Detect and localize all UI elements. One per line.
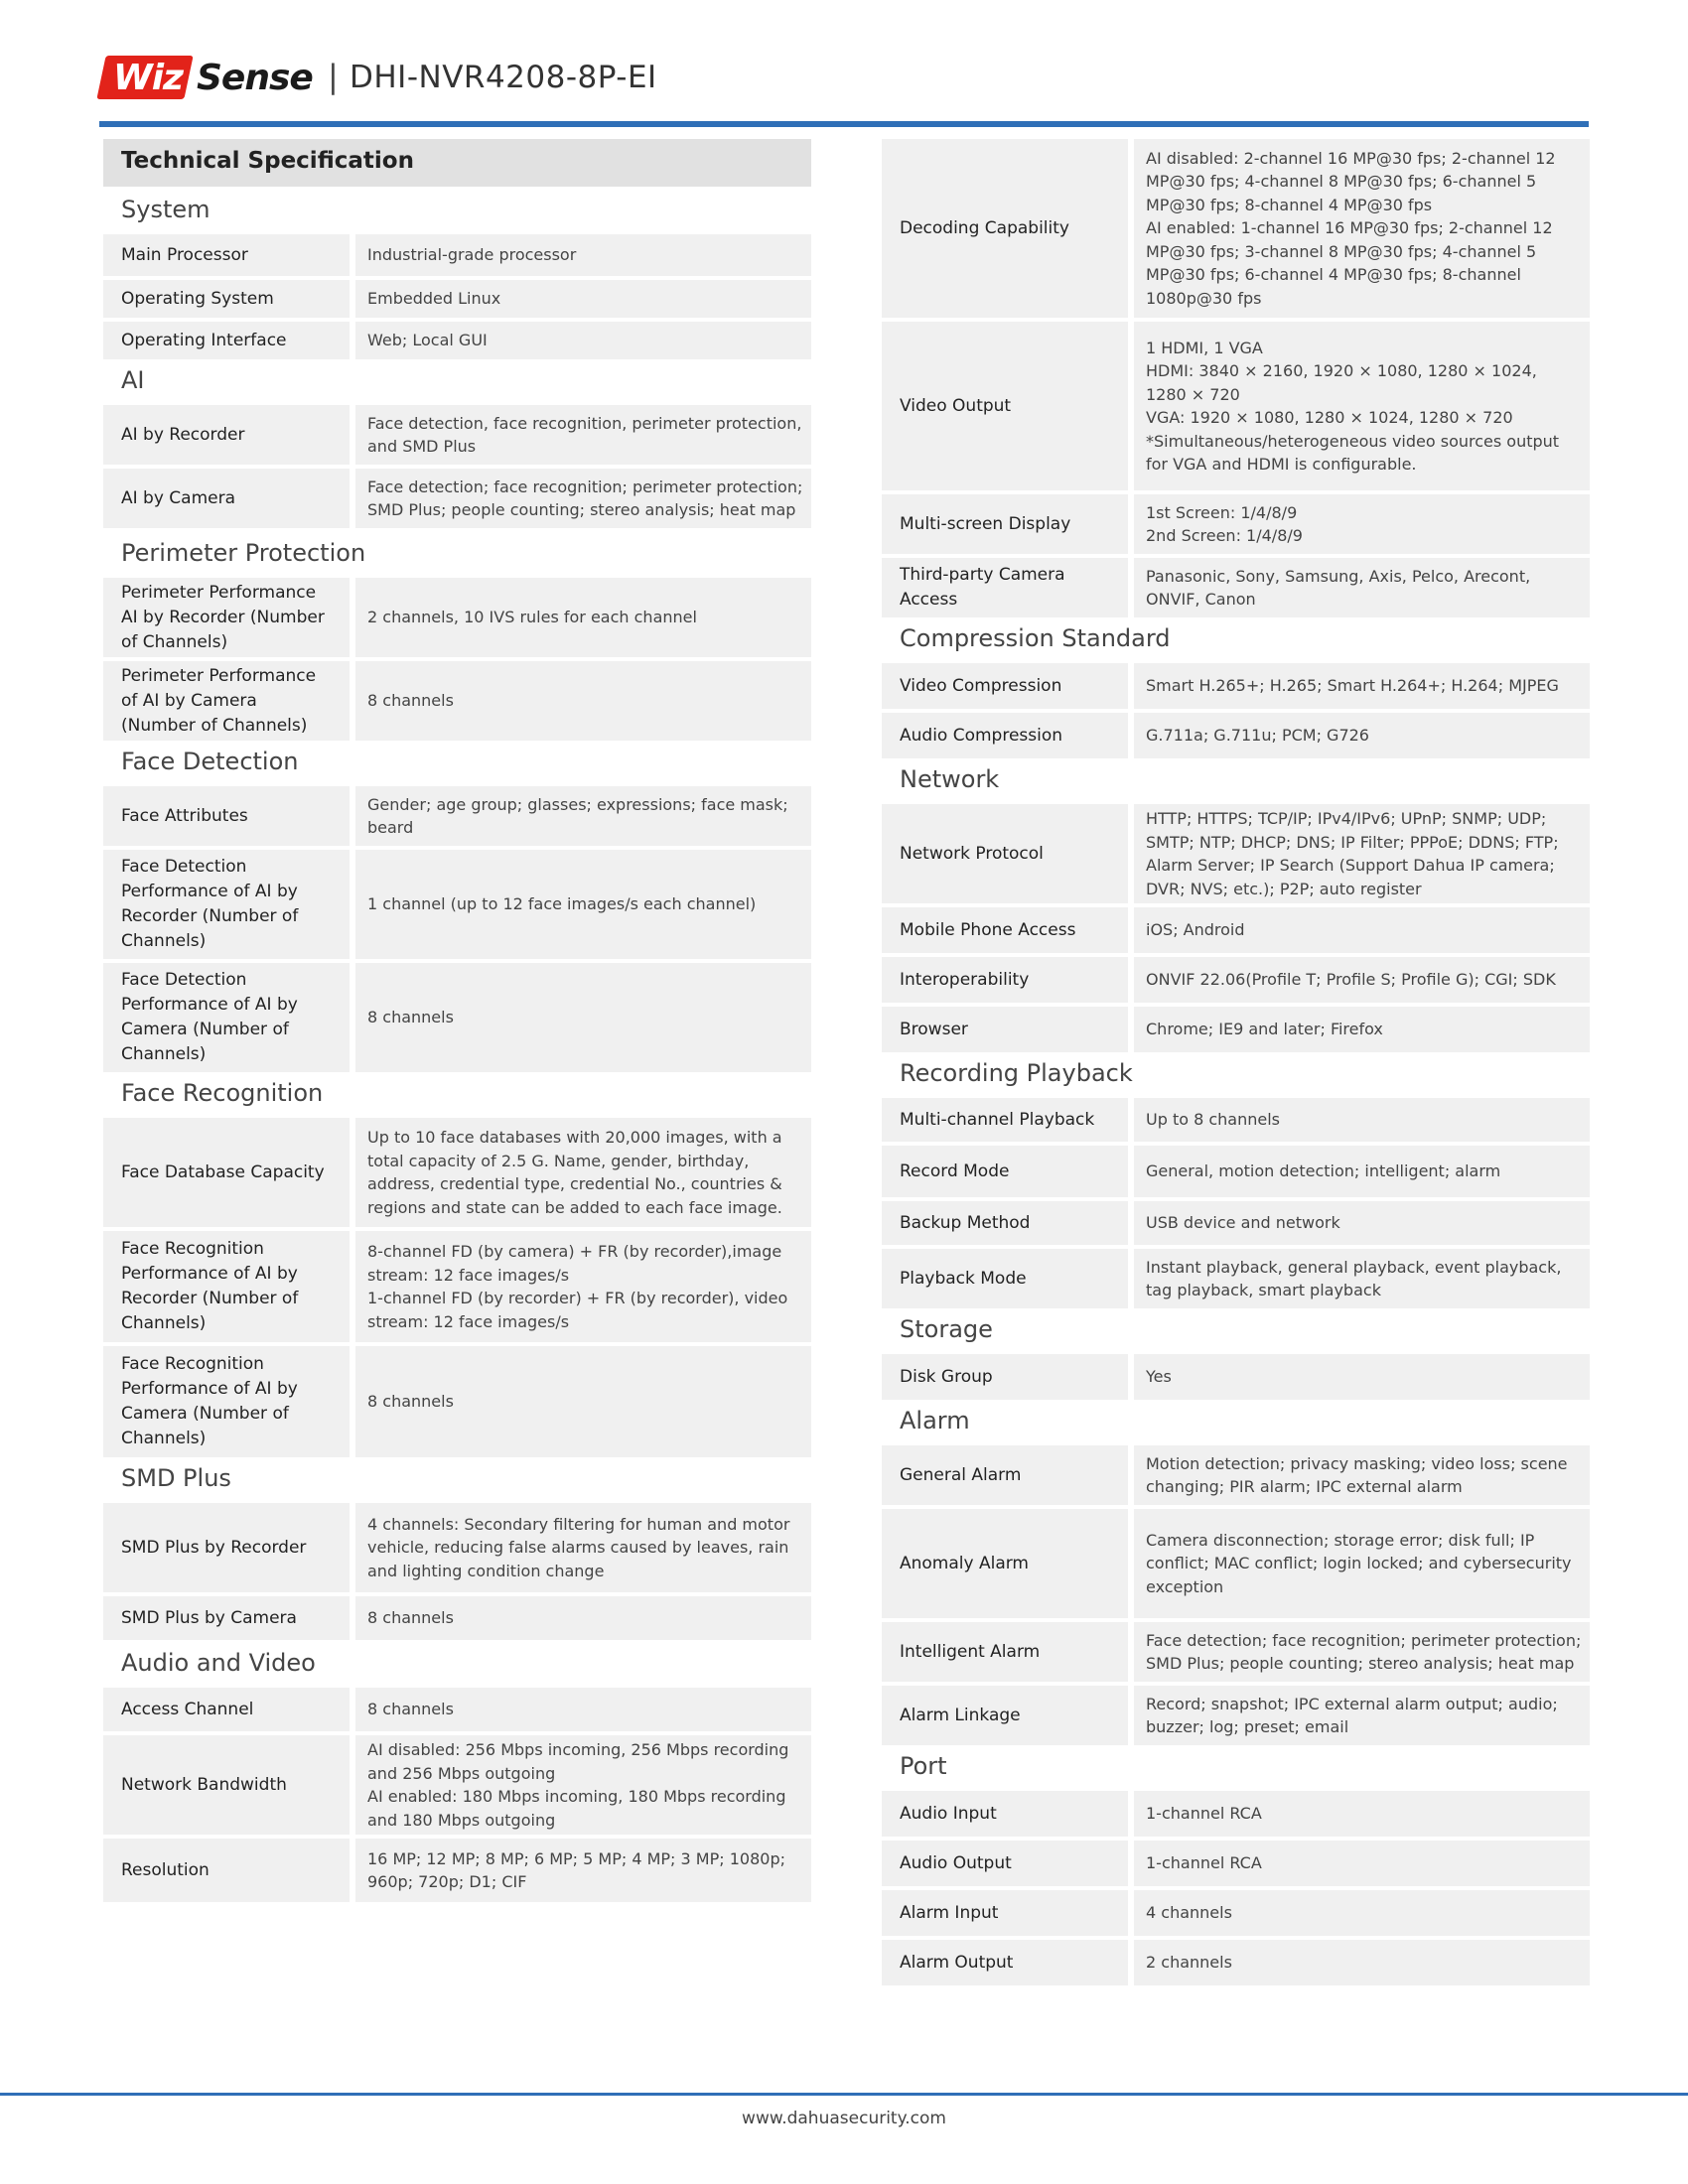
spec-row-multi-channel-playback [882, 1098, 1590, 1142]
model-name: DHI-NVR4208-8P-EI [350, 60, 657, 95]
spec-label: Face Recognition Performance of AI by Camera (Number of Channels) [103, 1346, 350, 1457]
section-compression-standard: Compression Standard [900, 624, 1171, 652]
spec-label: Access Channel [103, 1688, 350, 1731]
spec-row-browser [882, 1007, 1590, 1052]
spec-label: Multi-channel Playback [882, 1098, 1128, 1142]
header-separator: | [328, 58, 339, 95]
spec-label: Multi-screen Display [882, 494, 1128, 554]
spec-label: Disk Group [882, 1354, 1128, 1400]
spec-label: Face Database Capacity [103, 1118, 350, 1227]
spec-value: Web; Local GUI [355, 322, 811, 359]
footer-website-link[interactable]: www.dahuasecurity.com [742, 2109, 946, 2128]
spec-value: Industrial-grade processor [355, 234, 811, 276]
spec-row-disk-group [882, 1354, 1590, 1400]
spec-row-face-recognition-recorder [103, 1231, 811, 1342]
section-ai: AI [121, 366, 145, 394]
spec-value: 1 channel (up to 12 face images/s each channel) [355, 850, 811, 959]
spec-row-decoding-capability [882, 139, 1590, 318]
spec-row-backup-method [882, 1201, 1590, 1245]
footer-divider [0, 2093, 1688, 2096]
spec-value: 8-channel FD (by camera) + FR (by recorder),image stream: 12 face images/s 1-channel FD (by recorder) + FR (by recorder), video stream: 12 face images/s [355, 1231, 811, 1342]
spec-value: Yes [1134, 1354, 1590, 1400]
right-spec-column [882, 139, 1590, 1989]
spec-value: 8 channels [355, 1688, 811, 1731]
spec-row-face-attributes [103, 786, 811, 846]
spec-label: Backup Method [882, 1201, 1128, 1245]
spec-label: Mobile Phone Access [882, 907, 1128, 953]
spec-row-anomaly-alarm [882, 1509, 1590, 1618]
spec-row-smd-plus-camera [103, 1596, 811, 1640]
spec-label: Face Detection Performance of AI by Recorder (Number of Channels) [103, 850, 350, 959]
spec-row-ai-by-camera [103, 469, 811, 528]
section-system: System [121, 196, 211, 223]
spec-row-main-processor [103, 234, 811, 276]
section-port: Port [900, 1752, 947, 1780]
spec-row-face-detection-camera [103, 963, 811, 1072]
spec-value: iOS; Android [1134, 907, 1590, 953]
spec-row-audio-input [882, 1791, 1590, 1837]
spec-row-perimeter-camera [103, 661, 811, 741]
spec-value: 16 MP; 12 MP; 8 MP; 6 MP; 5 MP; 4 MP; 3 MP; 1080p; 960p; 720p; D1; CIF [355, 1839, 811, 1902]
spec-value: HTTP; HTTPS; TCP/IP; IPv4/IPv6; UPnP; SNMP; UDP; SMTP; NTP; DHCP; DNS; IP Filter; PPPoE; DDNS; FTP; Alarm Server; IP Search (Support Dahua IP camera; DVR; NVS; etc.); P2P; auto register [1134, 804, 1590, 903]
section-network: Network [900, 765, 1000, 793]
spec-label: Resolution [103, 1839, 350, 1902]
spec-value: USB device and network [1134, 1201, 1590, 1245]
section-recording-playback: Recording Playback [900, 1059, 1133, 1087]
spec-label: Anomaly Alarm [882, 1509, 1128, 1618]
spec-label: General Alarm [882, 1445, 1128, 1505]
spec-value: 2 channels [1134, 1940, 1590, 1985]
spec-value: 1st Screen: 1/4/8/9 2nd Screen: 1/4/8/9 [1134, 494, 1590, 554]
spec-row-face-recognition-camera [103, 1346, 811, 1457]
section-perimeter-protection: Perimeter Protection [121, 539, 366, 567]
logo-text-wiz: Wiz [113, 58, 184, 98]
spec-label: Alarm Input [882, 1890, 1128, 1936]
spec-value: 8 channels [355, 661, 811, 741]
spec-label: Intelligent Alarm [882, 1622, 1128, 1682]
spec-label: AI by Camera [103, 469, 350, 528]
header-divider [99, 121, 1589, 127]
spec-table-title: Technical Specification [103, 139, 811, 187]
spec-label: Video Output [882, 322, 1128, 490]
spec-row-operating-system [103, 280, 811, 318]
spec-label: Perimeter Performance AI by Recorder (Number of Channels) [103, 578, 350, 657]
wizsense-logo [99, 52, 318, 103]
spec-row-general-alarm [882, 1445, 1590, 1505]
spec-row-multi-screen-display [882, 494, 1590, 554]
spec-row-alarm-linkage [882, 1686, 1590, 1745]
spec-label: SMD Plus by Camera [103, 1596, 350, 1640]
spec-label: Third-party Camera Access [882, 558, 1128, 617]
spec-label: Record Mode [882, 1146, 1128, 1197]
spec-value: 1-channel RCA [1134, 1791, 1590, 1837]
spec-value: Camera disconnection; storage error; disk full; IP conflict; MAC conflict; login locked; and cybersecurity exception [1134, 1509, 1590, 1618]
spec-row-record-mode [882, 1146, 1590, 1197]
spec-label: Interoperability [882, 957, 1128, 1003]
spec-label: Audio Output [882, 1841, 1128, 1886]
spec-value: Up to 10 face databases with 20,000 images, with a total capacity of 2.5 G. Name, gender, birthday, address, credential type, credential No., countries & regions and state can be added to each face image. [355, 1118, 811, 1227]
spec-label: Face Attributes [103, 786, 350, 846]
spec-value: 8 channels [355, 963, 811, 1072]
spec-label: Operating System [103, 280, 350, 318]
spec-value: Instant playback, general playback, event playback, tag playback, smart playback [1134, 1249, 1590, 1308]
spec-label: Alarm Output [882, 1940, 1128, 1985]
spec-value: G.711a; G.711u; PCM; G726 [1134, 713, 1590, 758]
spec-row-smd-plus-recorder [103, 1503, 811, 1592]
spec-value: Face detection; face recognition; perimeter protection; SMD Plus; people counting; stereo analysis; heat map [355, 469, 811, 528]
spec-value: 1-channel RCA [1134, 1841, 1590, 1886]
section-alarm: Alarm [900, 1407, 970, 1434]
left-spec-column [103, 139, 811, 1906]
spec-value: 8 channels [355, 1346, 811, 1457]
spec-value: Chrome; IE9 and later; Firefox [1134, 1007, 1590, 1052]
section-storage: Storage [900, 1315, 993, 1343]
page-header [99, 52, 1589, 107]
spec-label: Audio Input [882, 1791, 1128, 1837]
spec-row-resolution [103, 1839, 811, 1902]
spec-value: Gender; age group; glasses; expressions; face mask; beard [355, 786, 811, 846]
spec-row-network-bandwidth [103, 1735, 811, 1835]
spec-label: Operating Interface [103, 322, 350, 359]
spec-label: AI by Recorder [103, 405, 350, 465]
spec-label: Audio Compression [882, 713, 1128, 758]
section-smd-plus: SMD Plus [121, 1464, 231, 1492]
spec-value: 1 HDMI, 1 VGA HDMI: 3840 × 2160, 1920 × 1080, 1280 × 1024, 1280 × 720 VGA: 1920 × 1080, 1280 × 1024, 1280 × 720 *Simultaneous/heterogeneous video sources output for VGA and HDMI is configurable. [1134, 322, 1590, 490]
spec-row-audio-output [882, 1841, 1590, 1886]
spec-value: Smart H.265+; H.265; Smart H.264+; H.264; MJPEG [1134, 663, 1590, 709]
spec-value: 2 channels, 10 IVS rules for each channel [355, 578, 811, 657]
spec-label: Playback Mode [882, 1249, 1128, 1308]
spec-row-perimeter-recorder [103, 578, 811, 657]
spec-value: Embedded Linux [355, 280, 811, 318]
spec-label: Perimeter Performance of AI by Camera (Number of Channels) [103, 661, 350, 741]
section-face-detection: Face Detection [121, 748, 299, 775]
spec-label: Face Recognition Performance of AI by Recorder (Number of Channels) [103, 1231, 350, 1342]
spec-row-third-party-camera [882, 558, 1590, 617]
spec-row-video-output [882, 322, 1590, 490]
spec-label: Browser [882, 1007, 1128, 1052]
spec-value: AI disabled: 256 Mbps incoming, 256 Mbps recording and 256 Mbps outgoing AI enabled: 180 Mbps incoming, 180 Mbps recording and 180 Mbps outgoing [355, 1735, 811, 1835]
spec-value: 4 channels: Secondary filtering for human and motor vehicle, reducing false alarms caused by leaves, rain and lighting condition change [355, 1503, 811, 1592]
spec-value: ONVIF 22.06(Profile T; Profile S; Profile G); CGI; SDK [1134, 957, 1590, 1003]
spec-label: Network Protocol [882, 804, 1128, 903]
spec-row-playback-mode [882, 1249, 1590, 1308]
spec-label: Alarm Linkage [882, 1686, 1128, 1745]
spec-value: Panasonic, Sony, Samsung, Axis, Pelco, Arecont, ONVIF, Canon [1134, 558, 1590, 617]
spec-row-network-protocol [882, 804, 1590, 903]
spec-row-alarm-output [882, 1940, 1590, 1985]
spec-label: Decoding Capability [882, 139, 1128, 318]
logo-text-sense: Sense [197, 58, 313, 98]
spec-row-access-channel [103, 1688, 811, 1731]
section-face-recognition: Face Recognition [121, 1079, 324, 1107]
spec-value: Face detection; face recognition; perimeter protection; SMD Plus; people counting; stereo analysis; heat map [1134, 1622, 1590, 1682]
spec-row-operating-interface [103, 322, 811, 359]
spec-value: AI disabled: 2-channel 16 MP@30 fps; 2-channel 12 MP@30 fps; 4-channel 8 MP@30 fps; 6-channel 5 MP@30 fps; 8-channel 4 MP@30 fps AI enabled: 1-channel 16 MP@30 fps; 2-channel 12 MP@30 fps; 3-channel 8 MP@30 fps; 4-channel 5 MP@30 fps; 6-channel 4 MP@30 fps; 8-channel 1080p@30 fps [1134, 139, 1590, 318]
spec-label: Face Detection Performance of AI by Camera (Number of Channels) [103, 963, 350, 1072]
spec-row-face-database-capacity [103, 1118, 811, 1227]
section-audio-and-video: Audio and Video [121, 1649, 316, 1677]
spec-value: Motion detection; privacy masking; video loss; scene changing; PIR alarm; IPC external alarm [1134, 1445, 1590, 1505]
spec-label: SMD Plus by Recorder [103, 1503, 350, 1592]
spec-row-face-detection-recorder [103, 850, 811, 959]
spec-row-audio-compression [882, 713, 1590, 758]
spec-row-interoperability [882, 957, 1590, 1003]
spec-value: 8 channels [355, 1596, 811, 1640]
spec-row-intelligent-alarm [882, 1622, 1590, 1682]
spec-row-mobile-phone-access [882, 907, 1590, 953]
spec-row-video-compression [882, 663, 1590, 709]
spec-row-alarm-input [882, 1890, 1590, 1936]
spec-value: Record; snapshot; IPC external alarm output; audio; buzzer; log; preset; email [1134, 1686, 1590, 1745]
spec-value: Face detection, face recognition, perimeter protection, and SMD Plus [355, 405, 811, 465]
spec-value: Up to 8 channels [1134, 1098, 1590, 1142]
spec-value: 4 channels [1134, 1890, 1590, 1936]
spec-label: Main Processor [103, 234, 350, 276]
spec-value: General, motion detection; intelligent; alarm [1134, 1146, 1590, 1197]
spec-label: Network Bandwidth [103, 1735, 350, 1835]
spec-label: Video Compression [882, 663, 1128, 709]
spec-row-ai-by-recorder [103, 405, 811, 465]
